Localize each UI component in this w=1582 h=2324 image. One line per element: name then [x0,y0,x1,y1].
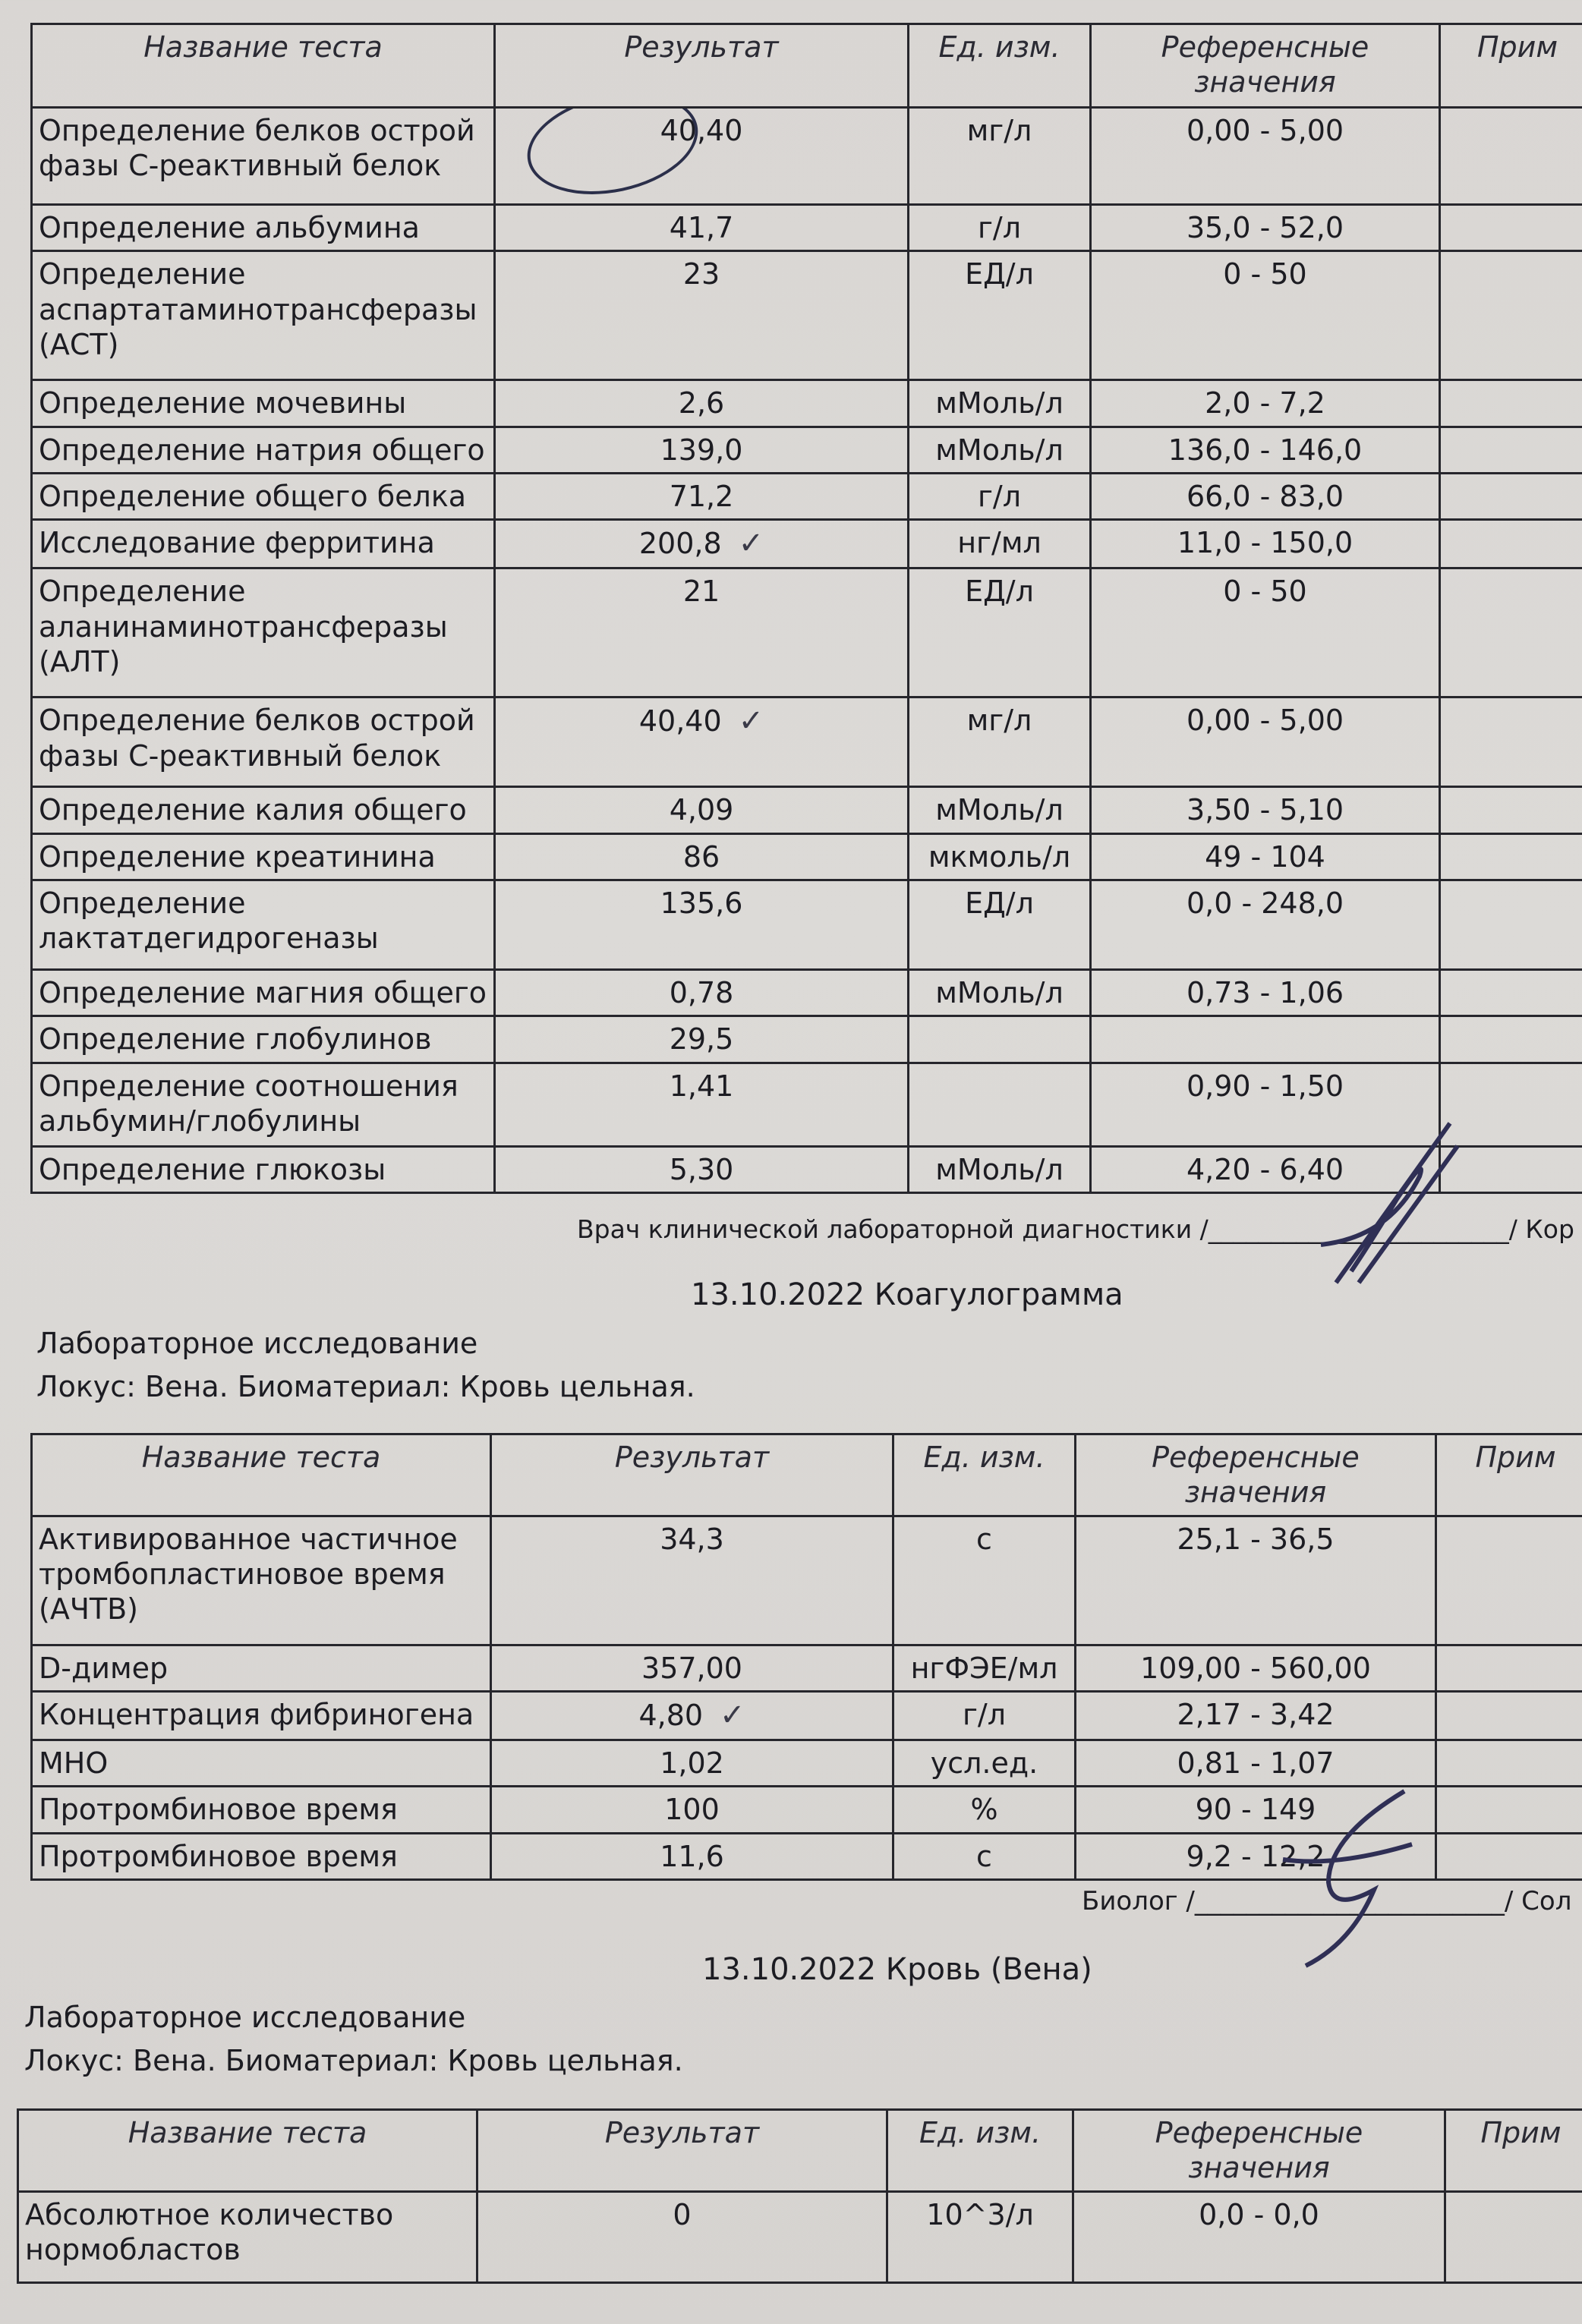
checkmark-icon: ✓ [720,1698,745,1734]
reference-cell [1091,698,1440,787]
unit-text: усл.ед. [930,1746,1038,1780]
result-text: 86 [682,839,720,874]
result-text: 139,0 [660,433,743,467]
note-cell [1440,1016,1582,1063]
test-name-text: Определение креатинина [39,839,436,874]
result-cell [491,1645,893,1691]
note-cell [1436,1645,1582,1691]
result-cell [495,474,909,520]
table-row [32,427,1582,473]
result-cell [495,1146,909,1192]
result-cell [491,1692,893,1740]
result-cell [495,787,909,833]
unit-text: с [976,1839,992,1873]
note-cell [1436,1787,1582,1833]
reference-cell [1091,251,1440,380]
handwritten-signature-2 [1260,1776,1427,1973]
result-text: 11,6 [660,1839,724,1873]
test-name-cell [32,1016,495,1063]
test-name-cell [32,474,495,520]
note-cell [1440,520,1582,568]
note-cell [1436,1740,1582,1786]
result-cell [495,427,909,473]
reference-text: 3,50 - 5,10 [1186,793,1344,827]
result-text: 5,30 [669,1152,734,1186]
header-result: Результат [477,2110,887,2192]
test-name-cell [32,251,495,380]
result-cell [491,1740,893,1786]
reference-cell [1091,568,1440,698]
note-cell [1440,108,1582,205]
reference-text: 0,00 - 5,00 [1186,704,1344,738]
table-row [32,474,1582,520]
unit-text: мг/л [966,114,1032,147]
reference-cell [1091,787,1440,833]
table-row [32,1016,1582,1063]
hand-drawn-circle [518,108,707,205]
table-row [32,1692,1582,1740]
checkmark-icon: ✓ [738,704,764,739]
unit-text: ЕД/л [965,886,1034,920]
test-name-cell [32,1645,491,1691]
table-row [32,787,1582,833]
test-name-cell [32,520,495,568]
unit-cell [909,698,1091,787]
unit-text: г/л [977,211,1022,244]
unit-text: нг/мл [957,526,1042,560]
reference-cell [1091,880,1440,969]
reference-cell [1091,969,1440,1016]
result-text: 1,41 [669,1069,734,1103]
reference-text: 0,0 - 248,0 [1186,886,1344,920]
table-row [32,251,1582,380]
test-name-text: Определение натрия общего [39,433,485,467]
unit-cell [909,1146,1091,1192]
unit-text: мМоль/л [935,386,1064,420]
note-cell [1436,1833,1582,1879]
table-row [32,969,1582,1016]
unit-cell [893,1740,1076,1786]
reference-text: 0,0 - 0,0 [1199,2197,1319,2231]
test-name-text: Абсолютное количество нормобластов [25,2197,394,2267]
reference-text: 0,00 - 5,00 [1186,114,1344,147]
locus-label-2: Локус: Вена. Биоматериал: Кровь цельная. [36,1370,695,1403]
result-cell [495,1016,909,1063]
reference-text: 90 - 149 [1195,1793,1316,1827]
test-name-cell [32,1787,491,1833]
header-note: Прим [1445,2110,1582,2192]
test-name-text: Определение соотношения альбумин/глобулины [39,1069,459,1138]
result-text: 23 [682,257,720,291]
table-header-row [32,24,1582,108]
reference-cell [1091,1016,1440,1063]
header-result: Результат [491,1434,893,1516]
table-row [32,205,1582,251]
reference-cell [1091,520,1440,568]
unit-cell [909,205,1091,251]
test-name-cell [32,969,495,1016]
unit-text: мкмоль/л [928,839,1071,874]
test-name-text: Концентрация фибриногена [39,1698,474,1732]
signature-line-doctor: Врач клинической лабораторной диагностики /________________________/ Кор [577,1214,1574,1244]
study-label-3: Лабораторное исследование [24,2001,466,2034]
unit-cell [909,969,1091,1016]
test-name-cell [32,1063,495,1146]
unit-text: нгФЭЕ/мл [910,1651,1058,1685]
result-cell [495,880,909,969]
unit-cell [909,1063,1091,1146]
result-cell [491,1833,893,1879]
reference-cell [1073,2191,1445,2282]
test-name-cell [32,880,495,969]
unit-cell [909,108,1091,205]
result-text: 21 [682,575,720,609]
header-unit: Ед. изм. [909,24,1091,108]
reference-text: 0,73 - 1,06 [1186,975,1344,1009]
table-row [32,108,1582,205]
unit-cell [909,380,1091,427]
unit-text: мМоль/л [935,1152,1064,1186]
header-test-name: Название теста [32,1434,491,1516]
note-cell [1445,2191,1582,2282]
note-cell [1440,698,1582,787]
result-text: 0 [673,2197,692,2231]
result-cell [495,380,909,427]
result-text: 4,09 [669,793,734,827]
note-cell [1440,474,1582,520]
result-cell [495,833,909,880]
table-header-row [32,1434,1582,1516]
unit-cell [887,2191,1073,2282]
test-name-cell [32,1516,491,1645]
blood-results-table [17,2108,1582,2284]
unit-cell [909,520,1091,568]
table-row [32,568,1582,698]
test-name-cell [32,698,495,787]
unit-cell [909,427,1091,473]
result-cell [495,568,909,698]
reference-text: 4,20 - 6,40 [1186,1152,1344,1186]
result-cell [491,1516,893,1645]
reference-text: 0 - 50 [1223,257,1307,291]
reference-cell [1091,205,1440,251]
result-text: 357,00 [641,1651,742,1685]
note-cell [1440,380,1582,427]
test-name-text: Определение белков острой фазы С-реактивный белок [39,704,475,773]
test-name-cell [32,1146,495,1192]
unit-cell [893,1516,1076,1645]
note-cell [1436,1516,1582,1645]
unit-cell [893,1833,1076,1879]
result-text: 40,40 [660,114,743,147]
reference-text: 2,0 - 7,2 [1205,386,1325,420]
header-note: Прим [1436,1434,1582,1516]
reference-cell [1091,833,1440,880]
result-cell [495,969,909,1016]
reference-text: 11,0 - 150,0 [1177,526,1354,560]
unit-text: мМоль/л [935,433,1064,467]
result-cell [477,2191,887,2282]
unit-cell [893,1692,1076,1740]
unit-cell [893,1787,1076,1833]
note-cell [1440,787,1582,833]
unit-cell [909,474,1091,520]
header-reference: Референсные значения [1076,1434,1436,1516]
reference-cell [1076,1645,1436,1691]
reference-text: 0,81 - 1,07 [1177,1746,1335,1780]
table-row [32,833,1582,880]
test-name-text: МНО [39,1746,109,1780]
reference-cell [1091,108,1440,205]
reference-text: 136,0 - 146,0 [1168,433,1363,467]
table-row [32,520,1582,568]
test-name-cell [32,205,495,251]
unit-cell [893,1645,1076,1691]
result-text: 200,8 [638,527,722,561]
handwritten-signature-1 [1306,1108,1488,1305]
result-cell [495,698,909,787]
test-name-text: Определение калия общего [39,793,467,827]
test-name-cell [32,1833,491,1879]
test-name-text: Определение белков острой фазы С-реактивный белок [39,114,475,183]
test-name-text: Определение мочевины [39,386,407,420]
reference-text: 49 - 104 [1205,839,1325,874]
result-text: 2,6 [678,386,725,420]
locus-label-3: Локус: Вена. Биоматериал: Кровь цельная. [24,2044,683,2077]
header-test-name: Название теста [18,2110,477,2192]
result-text: 4,80 [638,1699,704,1733]
test-name-text: D-димер [39,1651,169,1685]
unit-cell [909,833,1091,880]
table-row [32,880,1582,969]
header-reference: Референсные значения [1073,2110,1445,2192]
result-text: 40,40 [638,704,722,738]
test-name-text: Определение аспартатаминотрансферазы (АСТ) [39,257,477,362]
test-name-cell [32,787,495,833]
result-text: 71,2 [669,480,734,514]
header-reference: Референсные значения [1091,24,1440,108]
reference-text: 9,2 - 12,2 [1186,1839,1325,1873]
biochemistry-results-table [30,23,1582,1194]
note-cell [1436,1692,1582,1740]
unit-cell [909,568,1091,698]
study-label-2: Лабораторное исследование [36,1327,478,1360]
unit-text: г/л [977,480,1022,514]
reference-text: 25,1 - 36,5 [1177,1522,1335,1556]
checkmark-icon: ✓ [738,526,764,562]
unit-text: мг/л [966,704,1032,738]
unit-text: с [976,1522,992,1556]
unit-cell [909,1016,1091,1063]
note-cell [1440,251,1582,380]
reference-cell [1091,380,1440,427]
result-text: 29,5 [669,1022,734,1057]
test-name-cell [32,427,495,473]
test-name-cell [18,2191,477,2282]
note-cell [1440,880,1582,969]
reference-cell [1091,427,1440,473]
reference-text: 66,0 - 83,0 [1186,480,1344,514]
test-name-text: Определение альбумина [39,211,420,244]
section-title-blood-vein: 13.10.2022 Кровь (Вена) [702,1952,1092,1987]
note-cell [1440,568,1582,698]
header-note: Прим [1440,24,1582,108]
table-row [32,698,1582,787]
test-name-cell [32,1692,491,1740]
unit-text: 10^3/л [926,2197,1034,2231]
test-name-text: Определение аланинаминотрансферазы (АЛТ) [39,575,448,679]
result-text: 0,78 [669,975,734,1009]
table-row [32,1645,1582,1691]
reference-text: 2,17 - 3,42 [1177,1698,1335,1732]
reference-text: 0,90 - 1,50 [1186,1069,1344,1103]
header-unit: Ед. изм. [893,1434,1076,1516]
result-text: 135,6 [660,886,743,920]
unit-cell [909,880,1091,969]
header-unit: Ед. изм. [887,2110,1073,2192]
unit-text: г/л [962,1698,1007,1732]
table-row [18,2191,1582,2282]
test-name-text: Определение глюкозы [39,1152,386,1186]
reference-cell [1076,1516,1436,1645]
result-text: 100 [664,1793,720,1827]
unit-cell [909,787,1091,833]
unit-text: мМоль/л [935,793,1064,827]
unit-text: мМоль/л [935,975,1064,1009]
test-name-text: Определение лактатдегидрогеназы [39,886,379,956]
test-name-text: Определение общего белка [39,480,467,514]
test-name-text: Исследование ферритина [39,526,435,560]
header-result: Результат [495,24,909,108]
table-row [32,380,1582,427]
unit-cell [909,251,1091,380]
table-header-row [18,2110,1582,2192]
result-text: 34,3 [660,1522,724,1556]
reference-text: 0 - 50 [1223,575,1307,609]
test-name-cell [32,1740,491,1786]
unit-text: ЕД/л [965,257,1034,291]
test-name-text: Протромбиновое время [39,1839,398,1873]
section-title-coagulogram: 13.10.2022 Коагулограмма [691,1277,1123,1312]
signature-line-biologist: Биолог /________________________/ Сол [1082,1886,1572,1916]
reference-text: 109,00 - 560,00 [1140,1651,1371,1685]
note-cell [1440,427,1582,473]
test-name-text: Определение магния общего [39,975,487,1009]
unit-text: ЕД/л [965,575,1034,609]
reference-cell [1076,1692,1436,1740]
test-name-cell [32,380,495,427]
test-name-text: Активированное частичное тромбопластиновое время (АЧТВ) [39,1522,458,1626]
note-cell [1440,833,1582,880]
test-name-cell [32,108,495,205]
test-name-text: Определение глобулинов [39,1022,432,1057]
result-cell [495,1063,909,1146]
test-name-text: Протромбиновое время [39,1793,398,1827]
result-cell [495,520,909,568]
reference-cell [1091,474,1440,520]
result-text: 1,02 [660,1746,724,1780]
test-name-cell [32,833,495,880]
test-name-cell [32,568,495,698]
result-cell [495,251,909,380]
unit-text: % [970,1793,998,1827]
result-cell [491,1787,893,1833]
table-row [32,1516,1582,1645]
reference-text: 35,0 - 52,0 [1186,211,1344,244]
result-text: 41,7 [669,211,734,244]
header-test-name: Название теста [32,24,495,108]
result-cell [495,205,909,251]
note-cell [1440,205,1582,251]
result-cell [495,108,909,205]
note-cell [1440,969,1582,1016]
